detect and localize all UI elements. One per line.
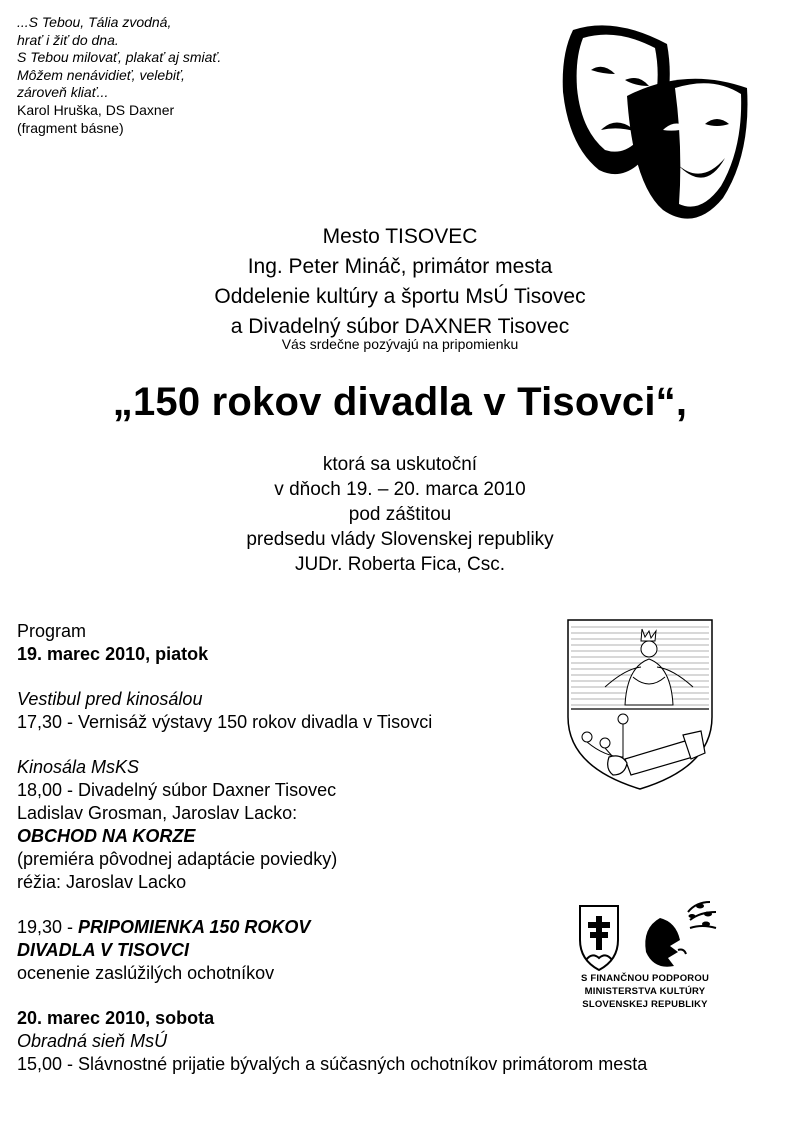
ministry-support-text (565, 972, 725, 1011)
program (17, 620, 647, 1076)
support-line: MINISTERSTVA KULTÚRY (584, 986, 706, 997)
detail-line: ktorá sa uskutoční (322, 454, 478, 475)
support-line: SLOVENSKEJ REPUBLIKY (582, 999, 708, 1010)
detail-line: predsedu vlády Slovenskej republiky (246, 529, 554, 550)
theatre-masks-icon (555, 18, 755, 228)
program-venue: Kinosála MsKS (17, 757, 140, 777)
tisovec-coat-of-arms-icon (565, 617, 715, 792)
program-day: 20. marec 2010, sobota (17, 1008, 215, 1028)
program-event: 17,30 - Vernisáž výstavy 150 rokov divadla v Tisovci (17, 712, 433, 732)
poem-line: S Tebou milovať, plakať aj smiať. (17, 49, 222, 66)
poem-line: hrať i žiť do dna. (17, 31, 119, 48)
detail-line: v dňoch 19. – 20. marca 2010 (274, 479, 526, 500)
organizer-line: Ing. Peter Mináč, primátor mesta (247, 255, 553, 278)
invitation-text: Vás srdečne pozývajú na pripomienku (281, 336, 519, 352)
program-event: (premiéra pôvodnej adaptácie poviedky) (17, 849, 338, 869)
event-details (0, 452, 800, 577)
program-heading: Program (17, 621, 87, 641)
poem-line: ...S Tebou, Tália zvodná, (17, 14, 172, 30)
program-venue: Obradná sieň MsÚ (17, 1031, 168, 1051)
event-title-highlight: DIVADLA V TISOVCI (17, 940, 190, 960)
detail-line: pod záštitou (348, 504, 452, 525)
organizer-line: a Divadelný súbor DAXNER Tisovec (230, 315, 570, 338)
event-title-highlight: PRIPOMIENKA 150 ROKOV (78, 917, 311, 937)
organizer-line: Mesto TISOVEC (322, 225, 478, 248)
slovak-state-emblem-icon (580, 906, 618, 970)
program-event: Ladislav Grosman, Jaroslav Lacko: (17, 803, 298, 823)
program-event (17, 916, 647, 939)
poem-author: Karol Hruška, DS Daxner (17, 101, 175, 118)
event-time: 19,30 - (17, 917, 79, 937)
program-event: réžia: Jaroslav Lacko (17, 872, 187, 892)
program-event: ocenenie zaslúžilých ochotníkov (17, 963, 275, 983)
poem-line: Môžem nenávidieť, velebiť, (17, 66, 185, 83)
poem-line: zároveň kliať... (17, 84, 109, 101)
program-day: 19. marec 2010, piatok (17, 644, 209, 664)
program-event: 18,00 - Divadelný súbor Daxner Tisovec (17, 780, 337, 800)
ministry-culture-logo-icon (645, 902, 716, 967)
organizers (0, 222, 800, 342)
detail-line: JUDr. Roberta Fica, Csc. (294, 554, 506, 575)
event-title: „150 rokov divadla v Tisovci“, (112, 380, 688, 424)
program-event: 15,00 - Slávnostné prijatie bývalých a súčasných ochotníkov primátorom mesta (17, 1054, 648, 1074)
program-venue: Vestibul pred kinosálou (17, 689, 203, 709)
organizer-line: Oddelenie kultúry a športu MsÚ Tisovec (214, 285, 586, 308)
poem-note: (fragment básne) (17, 119, 124, 136)
play-title: OBCHOD NA KORZE (17, 826, 196, 846)
poem-fragment (17, 14, 221, 137)
support-line: S FINANČNOU PODPOROU (580, 973, 710, 984)
